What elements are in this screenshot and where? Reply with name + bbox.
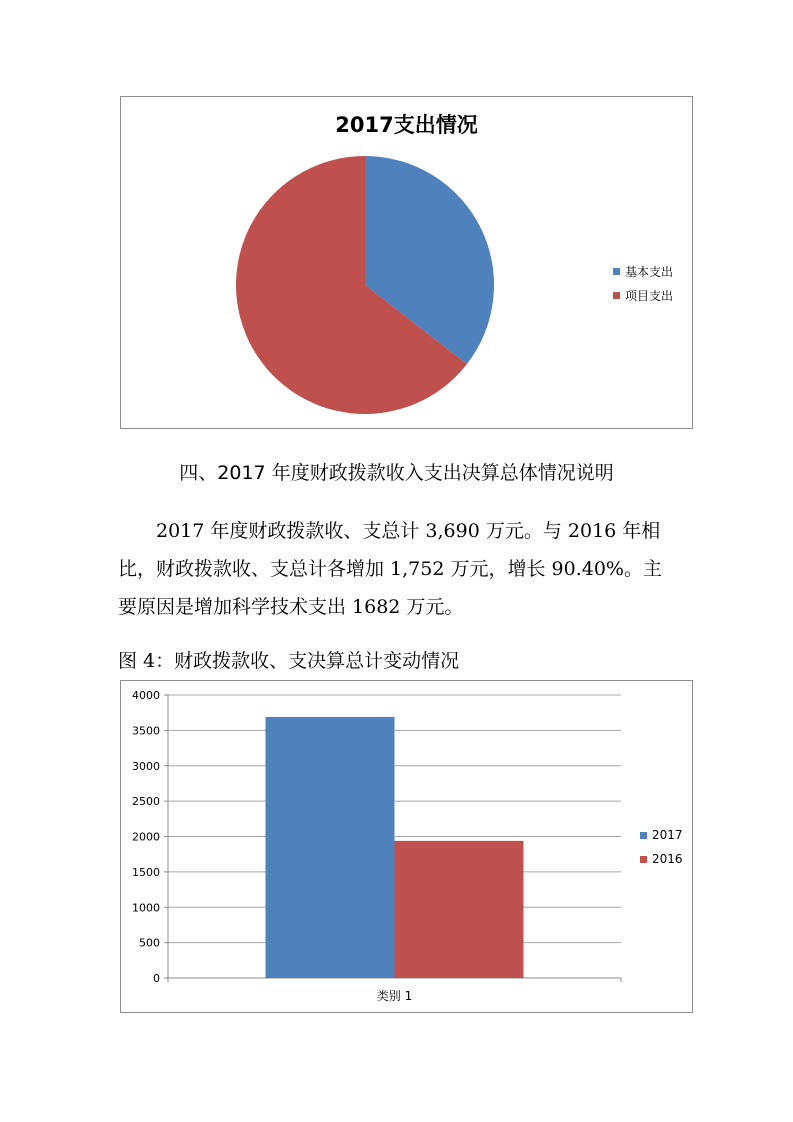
x-tick-label: 类别 1 bbox=[376, 989, 413, 1003]
bar-legend-item bbox=[640, 823, 683, 847]
section-heading: 四、2017 年度财政拨款收入支出决算总体情况说明 bbox=[179, 462, 614, 484]
legend-label: 2016 bbox=[652, 852, 683, 866]
legend-swatch bbox=[640, 856, 647, 863]
y-tick-label: 2500 bbox=[132, 795, 160, 809]
y-tick-label: 3000 bbox=[132, 759, 160, 773]
bar-2017 bbox=[266, 717, 395, 978]
pie-chart bbox=[121, 97, 692, 428]
legend-label: 2017 bbox=[652, 828, 683, 842]
figure-caption: 图 4：财政拨款收、支决算总计变动情况 bbox=[118, 650, 460, 672]
y-tick-label: 1500 bbox=[132, 865, 160, 879]
pie-legend-item bbox=[613, 283, 673, 307]
y-tick-label: 1000 bbox=[132, 901, 160, 915]
paragraph-text: 2017 年度财政拨款收、支总计 3,690 万元。与 2016 年相比，财政拨款收、支总计各增加 1,752 万元，增长 90.40%。主要原因是增加科学技术支出 1682 万元。 bbox=[118, 520, 662, 618]
y-tick-label: 4000 bbox=[132, 689, 160, 702]
legend-swatch bbox=[640, 832, 647, 839]
y-tick-label: 0 bbox=[153, 972, 160, 985]
bar-chart-container bbox=[120, 680, 693, 1013]
pie-legend-item bbox=[613, 259, 673, 283]
legend-label: 项目支出 bbox=[625, 288, 674, 303]
bar-chart bbox=[121, 681, 692, 1012]
legend-label: 基本支出 bbox=[625, 264, 674, 279]
body-paragraph bbox=[118, 512, 678, 626]
bar-2016 bbox=[395, 841, 524, 978]
y-tick-label: 3500 bbox=[132, 724, 160, 738]
bar-legend-item bbox=[640, 847, 683, 871]
legend-swatch bbox=[613, 268, 620, 275]
y-tick-label: 2000 bbox=[132, 830, 160, 844]
pie-legend bbox=[613, 259, 673, 307]
pie-chart-title: 2017支出情况 bbox=[335, 113, 478, 137]
bar-legend bbox=[640, 823, 683, 871]
pie-chart-container bbox=[120, 96, 693, 429]
legend-swatch bbox=[613, 292, 620, 299]
y-tick-label: 500 bbox=[139, 936, 160, 950]
